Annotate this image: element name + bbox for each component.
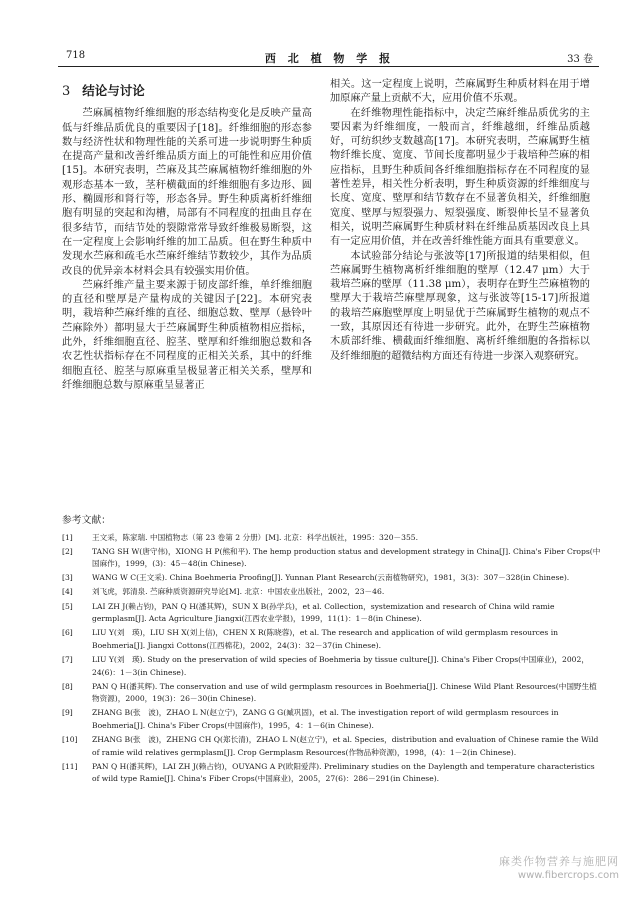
reference-text: WANG W C(王文采). China Boehmeria Proofing[J]. Yunnan Plant Research(云南植物研究)，1981，3(3)：307－328(in Chinese). (92, 573, 570, 583)
volume-label: 33 卷 (567, 54, 593, 65)
reference-text: PAN Q H(潘其辉). The conservation and use of wild germplasm resources in Boehmeria[J]. Chinese Wild Plant Resources(中国野生植物资源)，2000，19(3)：26－30(in Chinese). (92, 681, 597, 704)
reference-text: ZHANG B(张 波)，ZHAO L N(赵立宁)，ZANG G G(臧巩固)，et al. The investigation report of wild germplasm resources in Boehmeria[J]. China's Fiber Crops(中国麻作)，1995，4：1－6(in Chinese). (92, 708, 559, 730)
paragraph: 相关。这一定程度上说明，苎麻属野生种质材料在用于增加原麻产量上贡献不大，应用价值不乐观。 (330, 79, 590, 105)
reference-item (62, 586, 602, 599)
watermark (499, 855, 619, 883)
reference-item (62, 546, 602, 571)
reference-text: 王文采，陈家瑞. 中国植物志（第 23 卷第 2 分册）[M]. 北京：科学出版社，1995：320－355. (92, 532, 419, 542)
paragraph: 苎麻属植物纤维细胞的形态结构变化是反映产量高低与纤维品质优良的重要因子[18]。纤维细胞的形态参数与经济性状和物理性能的关系可进一步说明野生种质在提高产量和改善纤维品质方面上的可能性和应用价值[15]。本研究表明，苎麻及其苎麻属植物纤维细胞的外观形态基本一致，茎秆横截面的纤维细胞有多边形、圆形、椭圆形和肾行等，形态各异。野生种质离析纤维细胞有明显的突起和沟槽，局部有不同程度的扭曲且存在很多结节，而结节处的裂隙常常导致纤维极易断裂，这在一定程度上会影响纤维的加工品质。但在野生种质中发现水苎麻和疏毛水苎麻纤维结节数较少，其作为品质改良的优异亲本材料会具有较强实用价值。 (62, 108, 312, 277)
reference-number: [10] (62, 735, 78, 744)
reference-item (62, 761, 602, 786)
reference-item (62, 654, 602, 679)
reference-item (62, 532, 602, 545)
reference-item (62, 734, 602, 759)
reference-text: LIU Y(刘 瑛)，LIU SH X(刘上信)，CHEN X R(陈晓蓉)，et al. The research and application of wild germplasm resources in Boehmeria[J]. Jiangxi Cottons(江西棉花)，2002，24(3)：32－37(in Chinese). (92, 628, 559, 650)
reference-item (62, 572, 602, 585)
reference-text: LAI ZH J(赖占钧)，PAN Q H(潘其辉)，SUN X B(孙学兵)，et al. Collection，systemization and research of China wild ramie germplasm[J]. Acta Agriculture Jiangxi(江西农业学报)，1999，11(1)：1－8(in Chinese). (92, 601, 555, 624)
reference-number: [6] (62, 628, 73, 638)
section-title: 结论与讨论 (82, 83, 145, 98)
reference-text: PAN Q H(潘其辉)，LAI ZH J(赖占钧)，OUYANG A P(欧阳爱萍). Preliminary studies on the Daylength and temperature characteristics of wild type Ramie[J]. China's Fiber Crops(中国麻业)，2005，27(6)：286－291(in Chinese). (92, 761, 595, 784)
references-list (62, 532, 602, 786)
reference-number: [3] (62, 573, 73, 583)
reference-text: 刘飞虎，郭清泉. 苎麻种质资源研究导论[M]. 北京：中国农业出版社，2002，23－46. (92, 587, 385, 597)
reference-text: TANG SH W(唐守伟)，XIONG H P(熊和平). The hemp production status and development strategy in China[J]. China's Fiber Crops(中国麻作)，1999，(3)：45－48(in Chinese). (92, 546, 601, 569)
reference-item (62, 707, 602, 732)
reference-number: [2] (62, 546, 73, 556)
header-rule (58, 66, 599, 67)
reference-text: LIU Y(刘 瑛). Study on the preservation of wild species of Boehmeria by tissue culture[J]. China's Fiber Crops(中国麻业)，2002，24(6)：1－3(in Chinese). (92, 654, 589, 677)
reference-number: [4] (62, 587, 73, 597)
watermark-title: 麻类作物营养与施肥网 (499, 855, 619, 868)
reference-number: [9] (62, 708, 73, 718)
page-number: 718 (66, 50, 86, 61)
right-column (330, 78, 590, 364)
left-column (62, 78, 312, 393)
references-section (62, 515, 602, 787)
reference-item (62, 601, 602, 626)
reference-number: [7] (62, 654, 73, 664)
paragraph: 在纤维物理性能指标中，决定苎麻纤维品质优劣的主要因素为纤维细度，一般而言，纤维越细，纤维品质越好，可纺织纱支数越高[17]。本研究表明，苎麻属野生植物纤维长度、宽度、节间长度都明显少于栽培种苎麻的相应指标，且野生种质间各纤维细胞指标存在不同程度的显著性差异，相关性分析表明，野生种质资源的纤维细度与长度、宽度、壁厚和结节数存在不显著负相关，纤维细胞宽度、壁厚与短裂强力、短裂强度、断裂伸长呈不显著负相关，说明苎麻属野生种质材料在纤维品质基因改良上具有一定应用价值，并在改善纤维性能方面具有重要意义。 (330, 107, 590, 248)
references-title: 参考文献： (62, 515, 111, 526)
watermark-url: www.fibercrops.com (517, 870, 619, 881)
paragraph: 苎麻纤维产量主要来源于韧皮部纤维，单纤维细胞的直径和壁厚是产量构成的关键因子[22]。本研究表明，栽培种苎麻纤维的直径、细胞总数、壁厚（悬铃叶苎麻除外）都明显大于苎麻属野生种质植物相应指标，此外，纤维细胞直径、腔茎、壁厚和纤维细胞总数和各农艺性状指标存在不同程度的正相关关系，其中的纤维细胞直径、腔茎与原麻重呈极显著正相关关系，壁厚和纤维细胞总数与原麻重呈显著正 (62, 279, 312, 391)
reference-text: ZHANG B(张 波)，ZHENG CH Q(郑长清)，ZHAO L N(赵立宁)，et al. Species，distribution and evaluation of Chinese ramie the Wild of ramie wild relatives germplasm[J]. Crop Germplasm Resources(作物品种资源)，1998，(4)：1－2(in Chinese). (92, 735, 599, 757)
reference-item (62, 681, 602, 706)
reference-number: [5] (62, 601, 73, 611)
reference-item (62, 627, 602, 652)
reference-number: [11] (62, 761, 78, 771)
reference-number: [8] (62, 681, 73, 691)
reference-number: [1] (62, 532, 73, 542)
page-header (66, 50, 593, 64)
section-number: 3 (62, 84, 71, 99)
paragraph: 本试验部分结论与张波等[17]所报道的结果相似，但苎麻属野生植物离析纤维细胞的壁厚（12.47 μm）大于栽培苎麻的壁厚（11.38 μm），表明存在野生苎麻植物的壁厚大于栽培苎麻壁厚现象，这与张波等[15-17]所报道的栽培苎麻胞壁厚度上明显优于苎麻属野生植物的观点不一致，其原因还有待进一步研究。此外，在野生苎麻植物木质部纤维、横截面纤维细胞、离析纤维细胞的各指标以及纤维细胞的超微结构方面还有待进一步深入观察研究。 (330, 250, 590, 362)
journal-title: 西 北 植 物 学 报 (264, 52, 395, 65)
section-heading (62, 84, 312, 99)
